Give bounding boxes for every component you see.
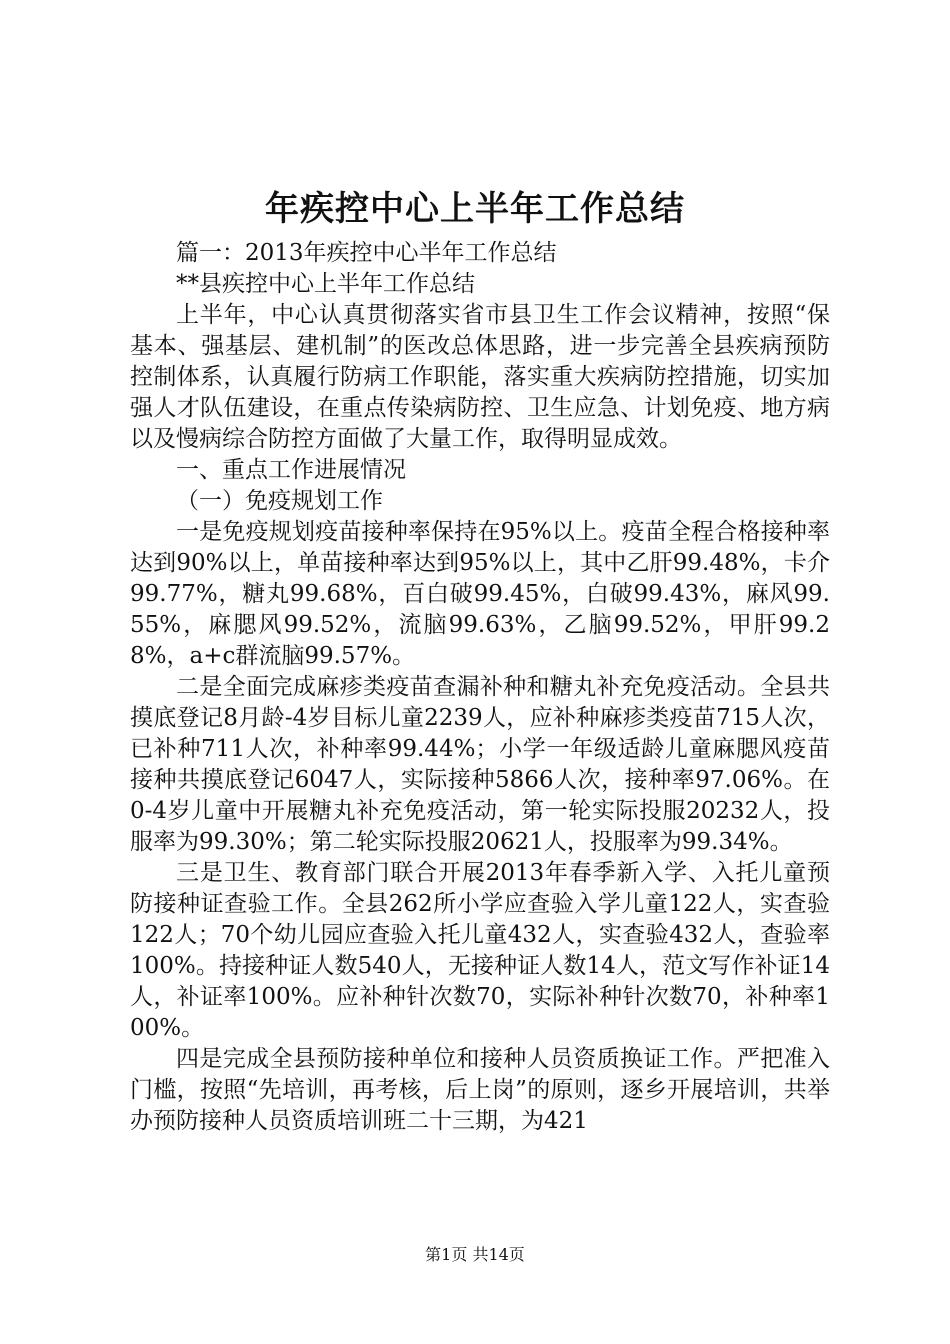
paragraph-subtitle-1: 篇一：2013年疾控中心半年工作总结 [176,240,557,266]
document-body [130,238,830,1137]
paragraph-intro: 上半年，中心认真贯彻落实省市县卫生工作会议精神，按照“保基本、强基层、建机制”的医改总体思路，进一步完善全县疾病预防控制体系，认真履行防病工作职能，落实重大疾病防控措施，切实加强人才队伍建设，在重点传染病防控、卫生应急、计划免疫、地方病以及慢病综合防控方面做了大量工作，取得明显成效。 [130,302,830,452]
paragraph-item-4: 四是完成全县预防接种单位和接种人员资质换证工作。严把准入门槛，按照“先培训，再考核，后上岗”的原则，逐乡开展培训，共举办预防接种人员资质培训班二十三期，为421 [130,1046,830,1134]
paragraph-item-2: 二是全面完成麻疹类疫苗查漏补种和糖丸补充免疫活动。全县共摸底登记8月龄-4岁目标儿童2239人，应补种麻疹类疫苗715人次，已补种711人次，补种率99.44%；小学一年级适龄儿童麻腮风疫苗接种共摸底登记6047人，实际接种5866人次，接种率97.06%。在0-4岁儿童中开展糖丸补充免疫活动，第一轮实际投服20232人，投服率为99.30%；第二轮实际投服20621人，投服率为99.34%。 [130,674,830,855]
section-heading: 一、重点工作进展情况 [176,457,406,483]
paragraph-item-3: 三是卫生、教育部门联合开展2013年春季新入学、入托儿童预防接种证查验工作。全县262所小学应查验入学儿童122人，实查验122人；70个幼儿园应查验入托儿童432人，实查验432人，查验率100%。持接种证人数540人，无接种证人数14人，范文写作补证14人，补证率100%。应补种针次数70，实际补种针次数70，补种率100%。 [130,860,830,1041]
page-footer: 第1页 共14页 [425,1245,525,1264]
subsection-heading: （一）免疫规划工作 [176,488,383,514]
paragraph-item-1: 一是免疫规划疫苗接种率保持在95%以上。疫苗全程合格接种率达到90%以上，单苗接种率达到95%以上，其中乙肝99.48%，卡介99.77%，糖丸99.68%，百白破99.45%，白破99.43%，麻风99.55%，麻腮风99.52%，流脑99.63%，乙脑99.52%，甲肝99.28%，a+c群流脑99.57%。 [130,519,830,669]
paragraph-subtitle-2: **县疾控中心上半年工作总结 [176,271,475,297]
document-title: 年疾控中心上半年工作总结 [265,189,685,229]
